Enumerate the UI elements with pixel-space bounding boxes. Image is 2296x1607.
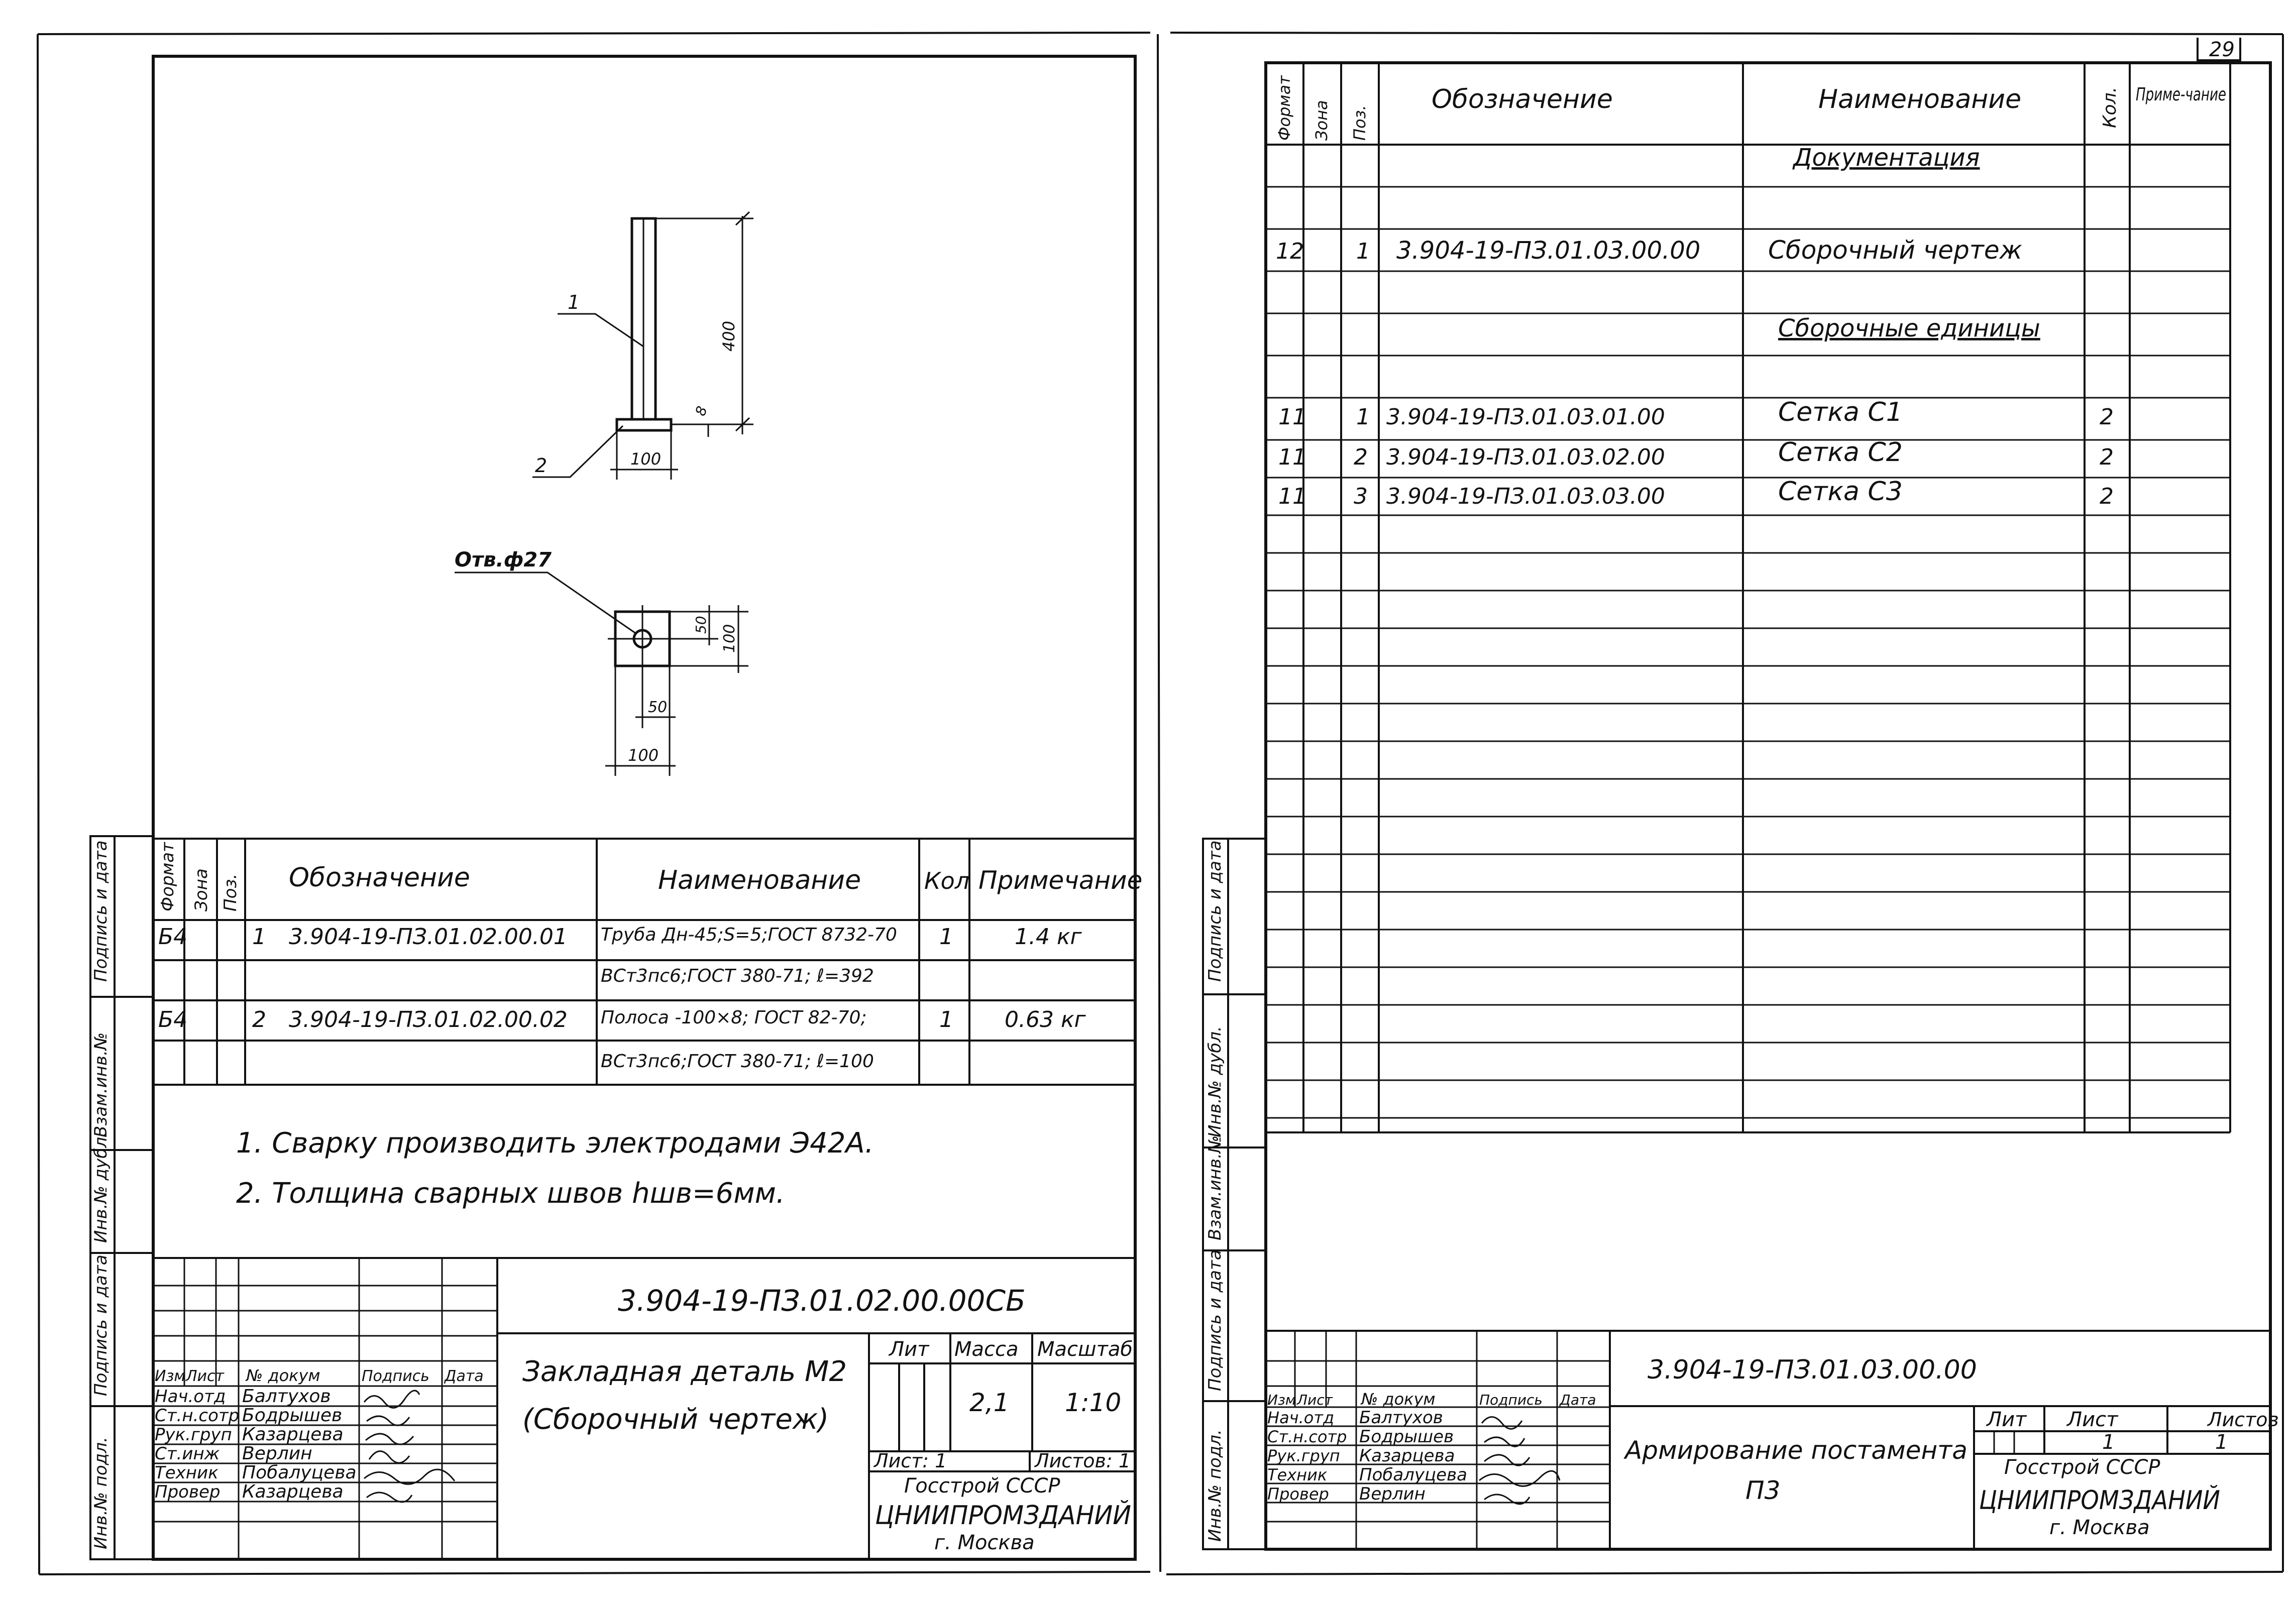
- left-role-3: Рук.груп: [155, 1425, 232, 1445]
- right-role-1: Нач.отд: [1267, 1408, 1335, 1427]
- left-stamp-original-inv: Инв.№ подл.: [91, 1437, 111, 1549]
- left-role-5: Техник: [155, 1463, 218, 1483]
- spec-row-1-note: 1.4 кг: [1015, 924, 1082, 950]
- right-col-signature: Подпись: [1479, 1392, 1543, 1408]
- right-name-5: Верлин: [1359, 1484, 1426, 1504]
- spec-row-1-name-line1: Труба Дн-45;S=5;ГОСТ 8732-70: [601, 925, 897, 945]
- right-row-1-format: 12: [1276, 239, 1304, 264]
- right-row-1-pos: 1: [1356, 239, 1370, 264]
- left-name-1: Балтухов: [242, 1386, 331, 1407]
- right-sheet-value: 1: [2102, 1431, 2115, 1454]
- left-name-5: Побалуцева: [242, 1462, 357, 1483]
- right-header-qty: Кол.: [2100, 86, 2120, 128]
- right-stamp-signature-date-1: Подпись и дата: [1205, 840, 1225, 982]
- right-header-note: Приме-чание: [2136, 84, 2226, 105]
- left-scale-label: Масштаб: [1037, 1338, 1133, 1361]
- right-role-5: Провер: [1267, 1484, 1329, 1504]
- right-header-format: Формат: [1275, 75, 1294, 141]
- spec-header-name: Наименование: [658, 865, 861, 895]
- spec-header-zone: Зона: [191, 868, 211, 911]
- right-row-3-name: Сетка С2: [1778, 437, 1903, 468]
- section-documentation: Документация: [1793, 144, 1980, 172]
- right-row-3-pos: 2: [1354, 444, 1368, 470]
- dim-100-horizontal: 100: [628, 746, 659, 765]
- right-title-designation: 3.904-19-ПЗ.01.03.00.00: [1648, 1355, 1977, 1385]
- left-role-1: Нач.отд: [155, 1387, 226, 1407]
- spec-header-position: Поз.: [221, 873, 241, 911]
- left-col-sheet: Лист: [186, 1367, 225, 1385]
- right-org-line1: Госстрой СССР: [2004, 1456, 2160, 1479]
- left-name-6: Казарцева: [242, 1481, 344, 1502]
- right-header-designation: Обозначение: [1432, 84, 1613, 114]
- right-lit-label: Лит: [1987, 1408, 2027, 1431]
- right-row-2-designation: 3.904-19-ПЗ.01.03.01.00: [1386, 404, 1665, 430]
- right-role-2: Ст.н.сотр: [1267, 1427, 1347, 1446]
- left-sheet-label: Лист: 1: [874, 1450, 947, 1472]
- left-col-doc: № докум: [246, 1366, 320, 1385]
- left-org-line1: Госстрой СССР: [904, 1474, 1060, 1498]
- right-sheets-value: 1: [2215, 1431, 2228, 1454]
- left-mass-label: Масса: [954, 1338, 1019, 1361]
- left-name-4: Верлин: [242, 1443, 312, 1464]
- right-stamp-duplicate-inv: Инв.№ дубл.: [1205, 1026, 1225, 1137]
- right-title-name-line2: П3: [1745, 1476, 1781, 1505]
- left-col-date: Дата: [445, 1367, 484, 1385]
- spec-row-2-designation: 3.904-19-ПЗ.01.02.00.02: [289, 1007, 568, 1032]
- left-name-2: Бодрышев: [242, 1405, 343, 1426]
- left-stamp-replacement-inv: Взам.инв.№: [91, 1032, 111, 1137]
- left-stamp-signature-date-1: Подпись и дата: [91, 840, 111, 982]
- spec-row-2-note: 0.63 кг: [1005, 1007, 1086, 1032]
- right-name-3: Казарцева: [1359, 1446, 1455, 1466]
- right-col-change: Изм: [1267, 1392, 1296, 1408]
- position-1-label: 1: [568, 291, 580, 313]
- left-col-signature: Подпись: [362, 1367, 429, 1385]
- note-2: 2. Толщина сварных швов hшв=6мм.: [236, 1177, 785, 1210]
- spec-row-2-format: Б4: [158, 1007, 188, 1032]
- spec-row-1-name-line2: ВСт3пс6;ГОСТ 380-71; ℓ=392: [601, 966, 874, 986]
- right-name-4: Побалуцева: [1359, 1465, 1467, 1485]
- right-col-sheet: Лист: [1297, 1392, 1333, 1408]
- position-2-label: 2: [535, 454, 548, 477]
- right-row-4-pos: 3: [1354, 484, 1368, 509]
- note-1: 1. Сварку производить электродами Э42А.: [236, 1127, 874, 1160]
- spec-header-format: Формат: [158, 842, 178, 911]
- dim-50-vertical: 50: [693, 616, 709, 634]
- spec-header-qty: Кол: [924, 867, 970, 894]
- right-name-1: Балтухов: [1359, 1408, 1443, 1428]
- right-col-date: Дата: [1560, 1392, 1596, 1408]
- left-sheets-label: Листов: 1: [1035, 1450, 1131, 1472]
- left-role-4: Ст.инж: [155, 1444, 220, 1464]
- right-row-2-pos: 1: [1356, 404, 1370, 430]
- right-row-2-qty: 2: [2100, 404, 2114, 430]
- spec-row-2-pos: 2: [252, 1007, 266, 1032]
- left-stamp-duplicate-inv: Инв.№ дубл.: [91, 1131, 111, 1243]
- section-assembly-units: Сборочные единицы: [1778, 314, 2040, 342]
- left-title-designation: 3.904-19-ПЗ.01.02.00.00СБ: [618, 1284, 1026, 1318]
- right-row-4-designation: 3.904-19-ПЗ.01.03.03.00: [1386, 484, 1665, 509]
- sheet-number: 29: [2209, 38, 2235, 61]
- left-title-name-line1: Закладная деталь М2: [522, 1355, 847, 1388]
- right-row-4-qty: 2: [2100, 484, 2114, 509]
- left-scale-value: 1:10: [1065, 1388, 1122, 1417]
- spec-row-1-qty: 1: [939, 924, 953, 950]
- right-role-4: Техник: [1267, 1465, 1328, 1484]
- left-mass-value: 2,1: [969, 1388, 1010, 1417]
- right-row-2-format: 11: [1278, 404, 1306, 430]
- right-stamp-signature-date-2: Подпись и дата: [1205, 1249, 1225, 1391]
- dim-400: 400: [719, 320, 738, 352]
- right-row-3-format: 11: [1278, 444, 1306, 470]
- right-row-3-qty: 2: [2100, 444, 2114, 470]
- left-stamp-signature-date-2: Подпись и дата: [91, 1254, 111, 1396]
- left-lit-label: Лит: [889, 1338, 929, 1361]
- left-col-change: Изм: [155, 1367, 186, 1385]
- spec-row-1-designation: 3.904-19-ПЗ.01.02.00.01: [289, 924, 568, 950]
- left-role-6: Провер: [155, 1482, 221, 1502]
- spec-row-2-name-line1: Полоса -100×8; ГОСТ 82-70;: [601, 1007, 867, 1028]
- right-col-doc: № докум: [1361, 1390, 1436, 1409]
- dim-50-horizontal: 50: [648, 699, 668, 716]
- left-org-line2: ЦНИИПРОМЗДАНИЙ: [875, 1501, 1146, 1531]
- left-name-3: Казарцева: [242, 1424, 344, 1445]
- right-header-zone: Зона: [1312, 100, 1331, 141]
- right-sheet-label: Лист: [2067, 1408, 2118, 1431]
- right-org-line3: г. Москва: [2049, 1516, 2150, 1539]
- dim-100-base: 100: [630, 449, 662, 469]
- right-sheets-label: Листов: [2208, 1409, 2279, 1431]
- left-role-2: Ст.н.сотр: [155, 1406, 240, 1426]
- right-row-4-format: 11: [1278, 484, 1306, 509]
- right-row-1-name: Сборочный чертеж: [1768, 236, 2022, 265]
- spec-header-note: Примечание: [978, 866, 1143, 895]
- right-row-3-designation: 3.904-19-ПЗ.01.03.02.00: [1386, 444, 1665, 470]
- spec-header-designation: Обозначение: [289, 863, 470, 893]
- left-org-line3: г. Москва: [934, 1531, 1035, 1554]
- right-name-2: Бодрышев: [1359, 1427, 1454, 1447]
- spec-row-1-pos: 1: [252, 924, 266, 950]
- spec-row-2-name-line2: ВСт3пс6;ГОСТ 380-71; ℓ=100: [601, 1051, 874, 1072]
- right-row-2-name: Сетка С1: [1778, 397, 1903, 427]
- spec-row-2-qty: 1: [939, 1007, 953, 1032]
- right-role-3: Рук.груп: [1267, 1446, 1340, 1465]
- right-row-1-designation: 3.904-19-ПЗ.01.03.00.00: [1396, 237, 1701, 265]
- right-stamp-original-inv: Инв.№ подл.: [1205, 1429, 1225, 1542]
- right-header-position: Поз.: [1350, 105, 1369, 141]
- spec-row-1-format: Б4: [158, 924, 188, 950]
- hole-label: Отв.ф27: [455, 548, 552, 571]
- left-title-name-line2: (Сборочный чертеж): [522, 1403, 829, 1436]
- dim-8: 8: [692, 404, 711, 418]
- right-org-line2: ЦНИИПРОМЗДАНИЙ: [1979, 1485, 2250, 1516]
- right-row-4-name: Сетка С3: [1778, 477, 1903, 507]
- right-stamp-replacement-inv: Взам.инв.№: [1205, 1135, 1225, 1240]
- right-header-name: Наименование: [1818, 84, 2022, 114]
- right-title-name-line1: Армирование постамента: [1625, 1436, 1967, 1465]
- dim-100-vertical: 100: [721, 624, 738, 653]
